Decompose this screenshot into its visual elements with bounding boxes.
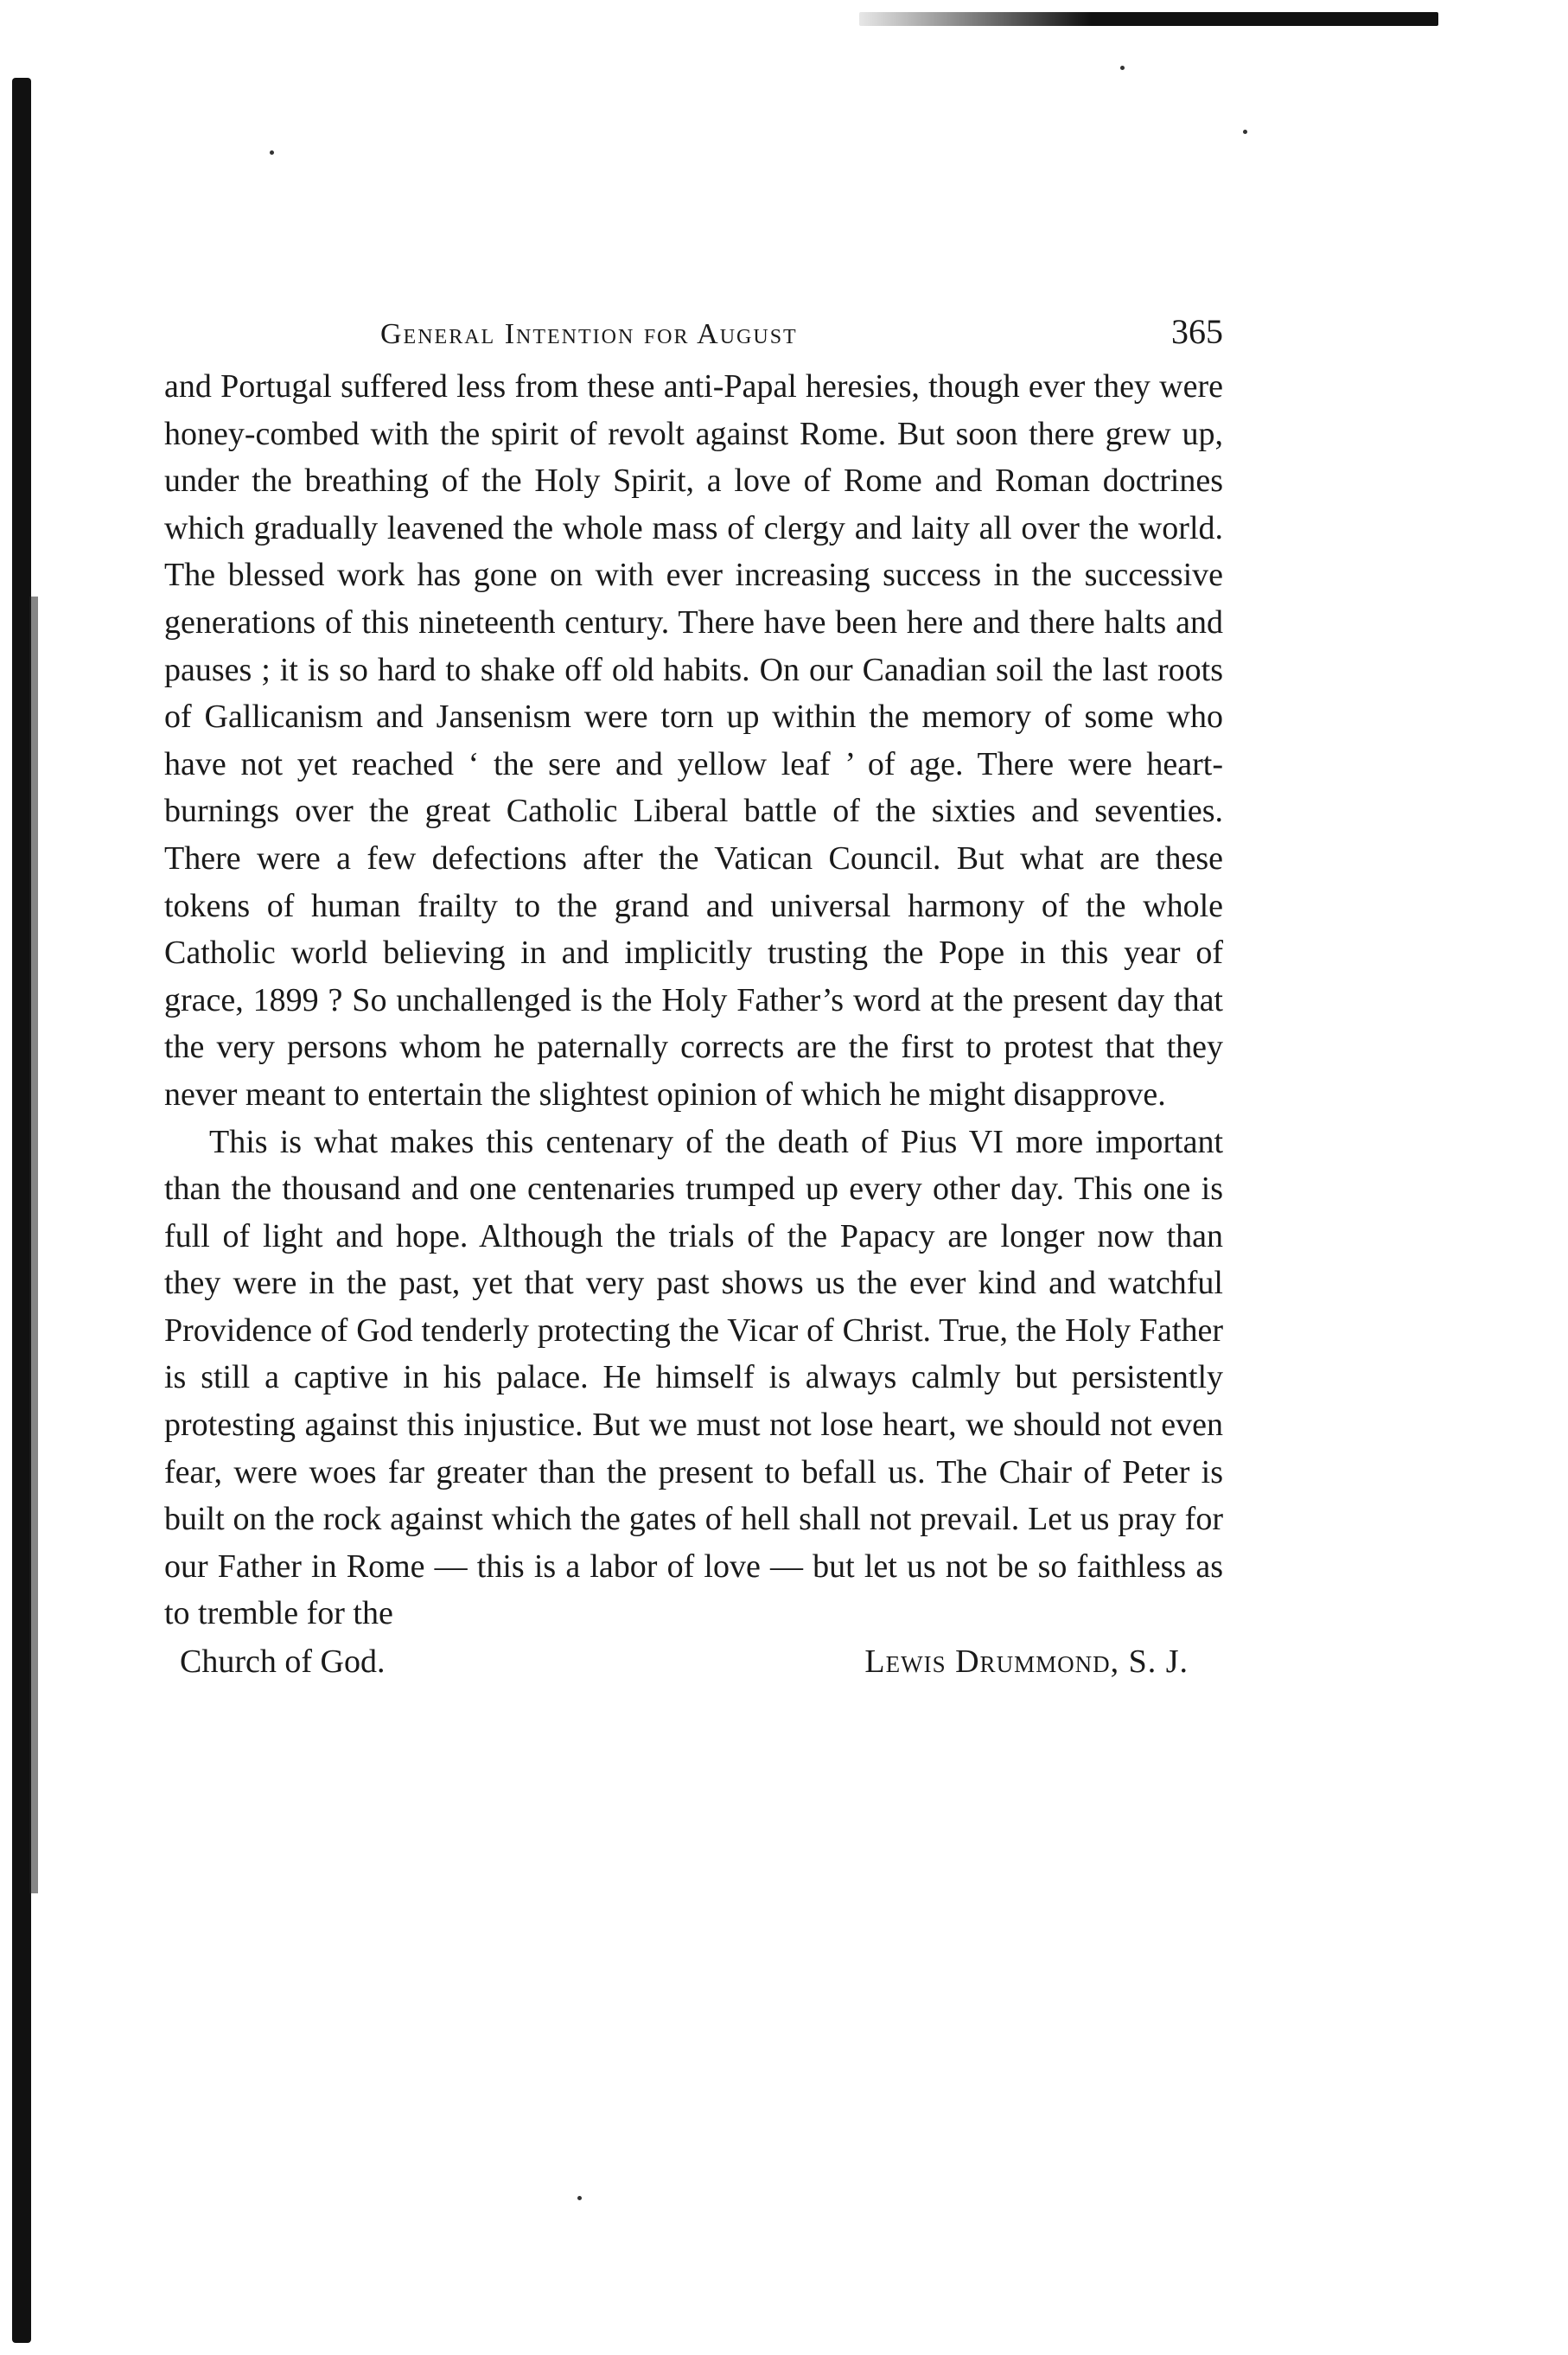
running-head-title: General Intention for August	[380, 318, 798, 350]
scan-speck	[270, 150, 274, 155]
scan-speck	[1243, 130, 1247, 134]
body-paragraph-continued: and Portugal suffered less from these anti-Papal heresies, though ever they were honey-combed with the spirit of revolt against Rome. But soon there grew up, under the breathing of the Holy Spirit, a love of Rome and Roman doctrines which gradually leavened the whole mass of clergy and laity all over the world. The blessed work has gone on with ever increasing success in the successive generations of this nineteenth century. There have been here and there halts and pauses ; it is so hard to shake off old habits. On our Canadian soil the last roots of Gallicanism and Jansenism were torn up within the memory of some who have not yet reached ‘ the sere and yellow leaf ’ of age. There were heart-burnings over the great Catholic Liberal battle of the sixties and seventies. There were a few defections after the Vatican Council. But what are these tokens of human frailty to the grand and universal harmony of the whole Catholic world believing in and implicitly trusting the Pope in this year of grace, 1899 ? So unchallenged is the Holy Father’s word at the present day that the very persons whom he paternally corrects are the first to protest that they never meant to entertain the slightest opinion of which he might disapprove.	[164, 368, 1223, 1113]
scan-speck	[577, 2196, 582, 2200]
running-head	[380, 311, 1223, 363]
scan-binding-shadow	[12, 78, 31, 2343]
body-paragraph: This is what makes this centenary of the death of Pius VI more important than the thousand and one centenaries trumped up every other day. This one is full of light and hope. Although the trials of the Papacy are longer now than they were in the past, yet that very past shows us the ever kind and watchful Providence of God tenderly protecting the Vicar of Christ. True, the Holy Father is still a captive in his palace. He himself is always calmly but persistently protesting against this injustice. But we must not lose heart, we should not even fear, were woes far greater than the present to befall us. The Chair of Peter is built on the rock against which the gates of hell shall not prevail. Let us pray for our Father in Rome — this is a labor of love — but let us not be so faithless as to tremble for the	[164, 1123, 1223, 1632]
author-signature: Lewis Drummond, S. J.	[864, 1643, 1189, 1681]
scan-top-rule	[859, 12, 1438, 26]
closing-line	[164, 1637, 1223, 1686]
closing-text: Church of God.	[180, 1643, 386, 1681]
page-number: 365	[1171, 312, 1223, 351]
book-page	[164, 311, 1223, 1686]
scan-speck	[1120, 66, 1125, 70]
